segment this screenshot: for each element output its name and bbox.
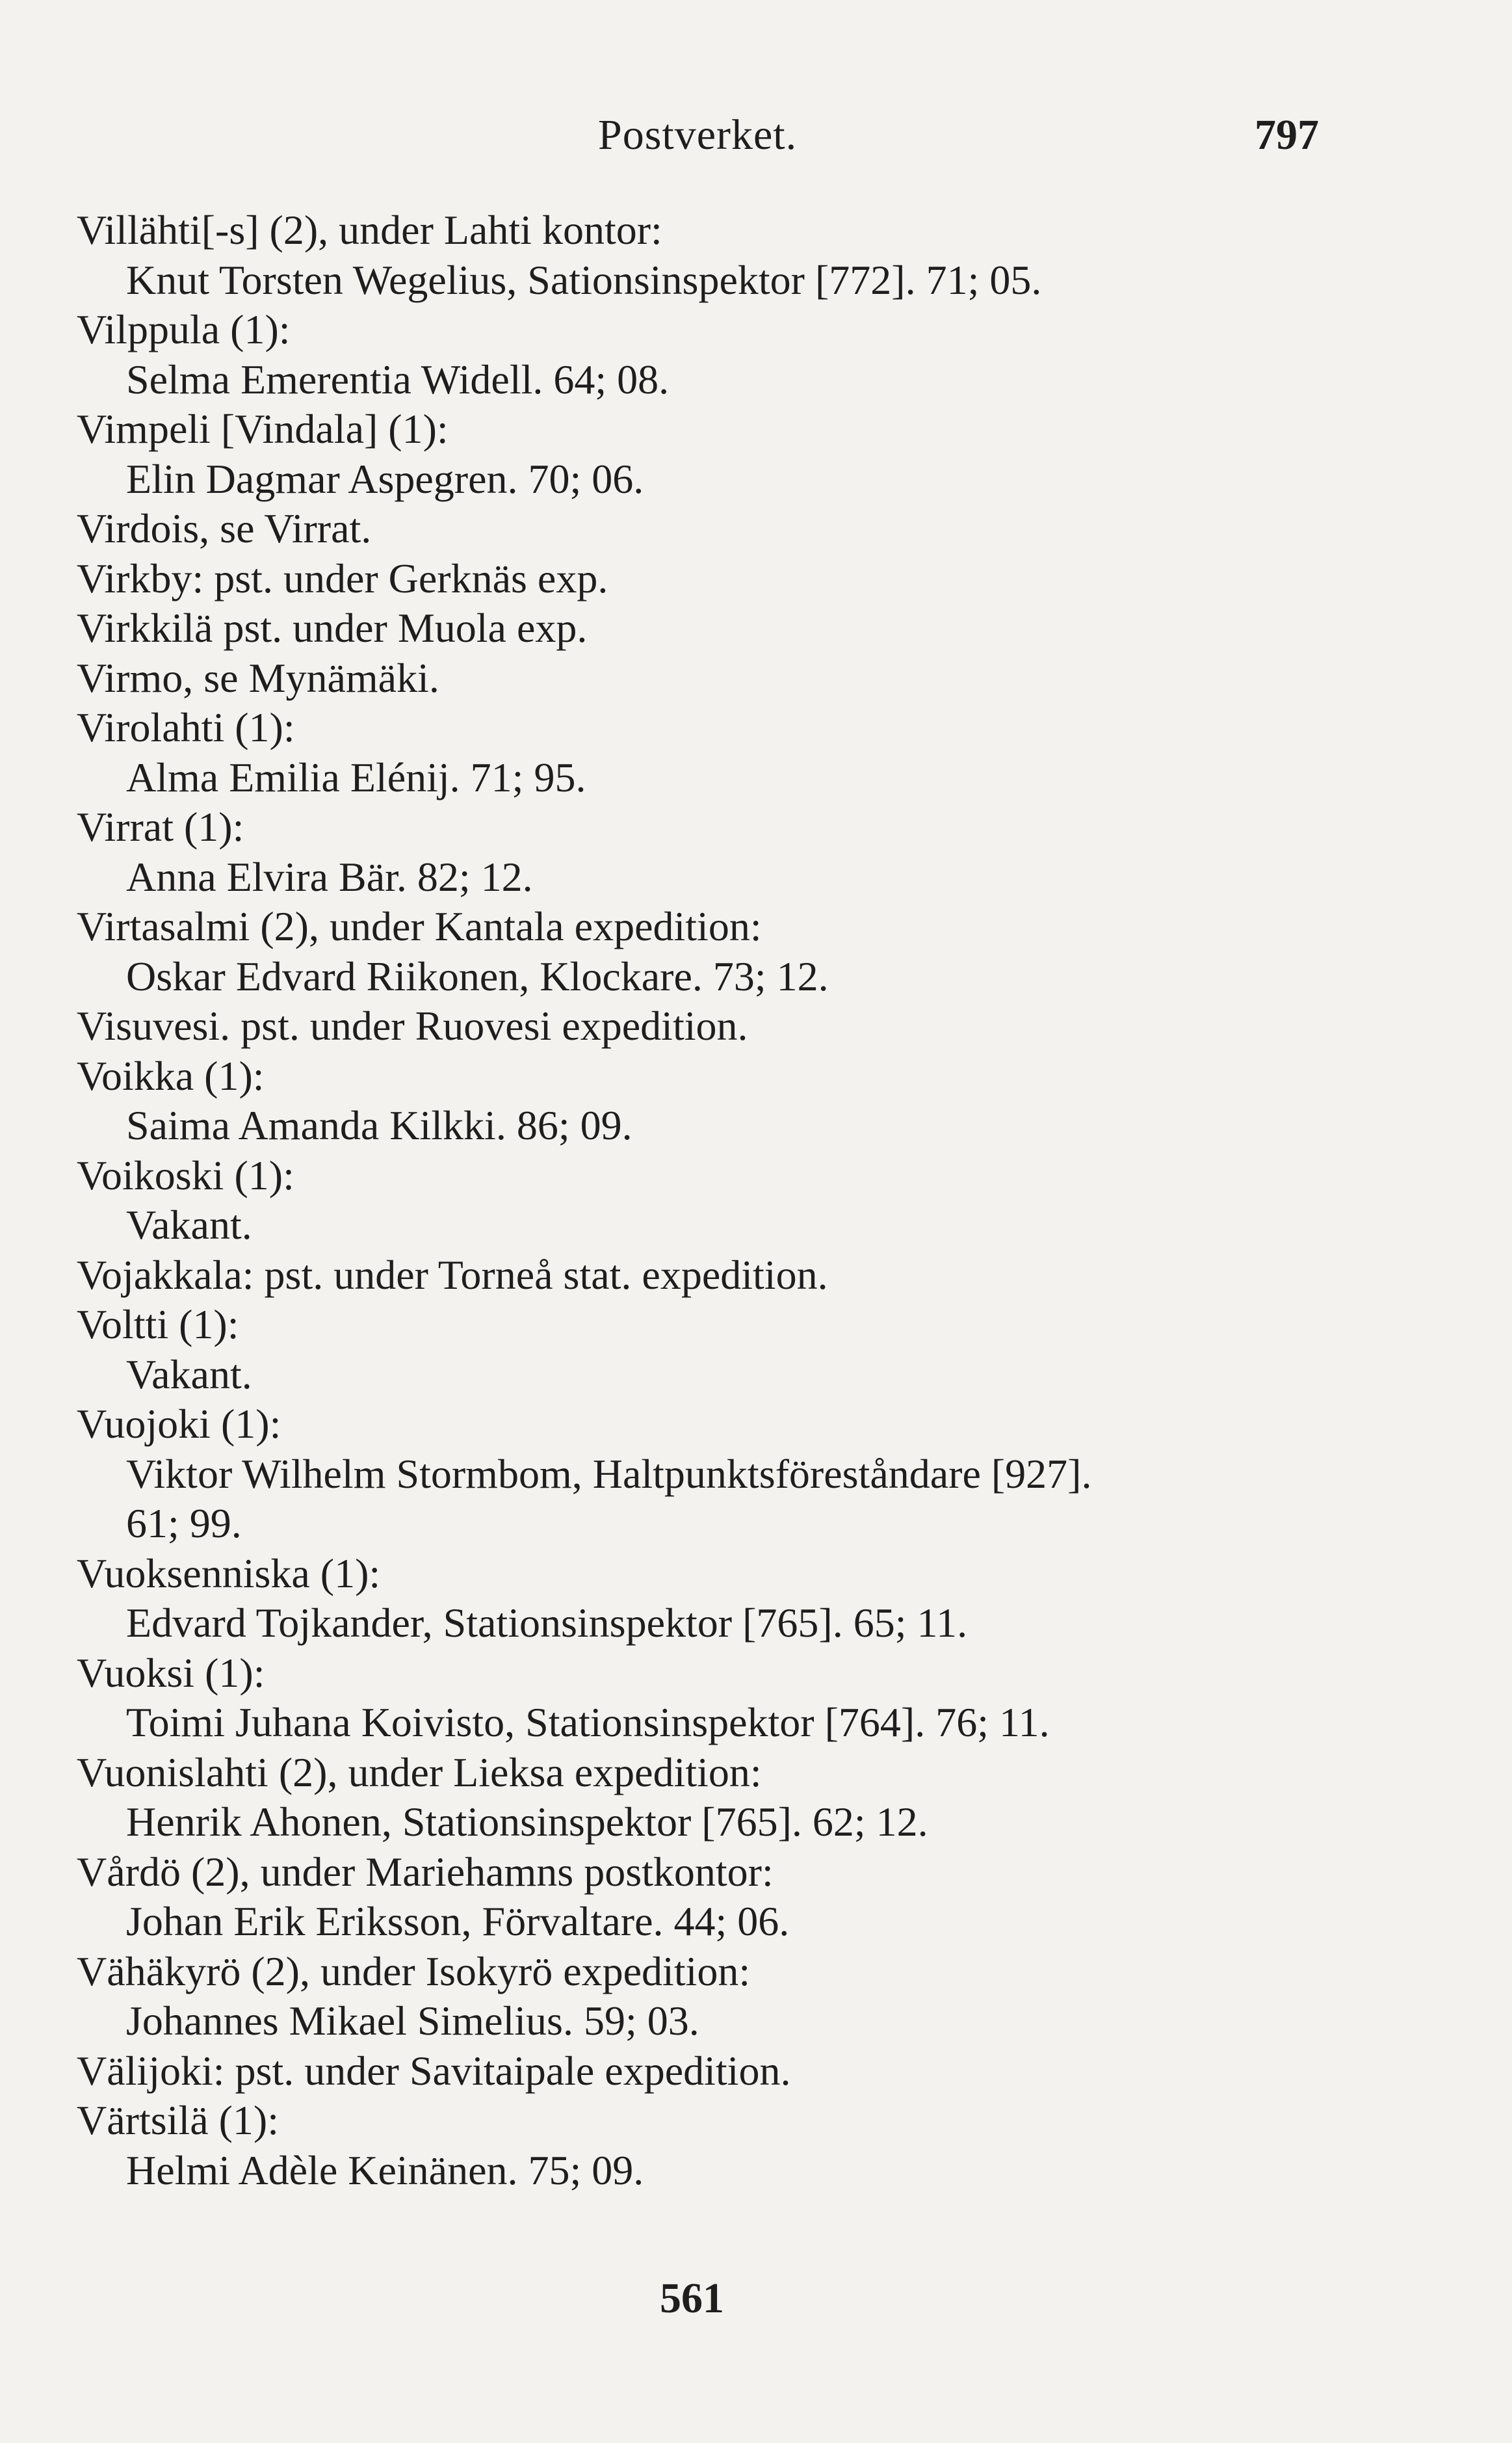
entry-heading: Villähti[-s] (2), under Lahti kontor: (77, 207, 662, 253)
running-header-title: Postverket. (598, 111, 798, 159)
entry-heading: Voikoski (1): (77, 1152, 294, 1198)
entry-detail: Alma Emilia Elénij. 71; 95. (126, 754, 586, 800)
entry-heading: Vojakkala: pst. under Torneå stat. expedition. (77, 1251, 828, 1298)
entry-heading: Välijoki: pst. under Savitaipale expedition. (77, 2047, 791, 2094)
entry-heading: Virdois, se Virrat. (77, 505, 372, 551)
page-number: 797 (1255, 111, 1319, 159)
entry-detail: Vakant. (126, 1202, 252, 1248)
entry-list (77, 205, 1442, 2195)
entry-heading: Virtasalmi (2), under Kantala expedition: (77, 903, 762, 949)
entry-detail: Anna Elvira Bär. 82; 12. (126, 853, 533, 900)
signature-mark: 561 (660, 2275, 724, 2322)
entry-heading: Virkkilä pst. under Muola exp. (77, 605, 588, 651)
entry-heading: Virkby: pst. under Gerknäs exp. (77, 555, 608, 601)
entry-heading: Virmo, se Mynämäki. (77, 654, 439, 701)
entry-heading: Värtsilä (1): (77, 2097, 279, 2143)
entry-heading: Vilppula (1): (77, 306, 291, 352)
entry-heading: Voltti (1): (77, 1301, 239, 1347)
entry-heading: Vuoksenniska (1): (77, 1550, 381, 1596)
entry-heading: Vähäkyrö (2), under Isokyrö expedition: (77, 1948, 751, 1994)
entry-heading: Virrat (1): (77, 804, 244, 850)
entry-heading: Vuoksi (1): (77, 1649, 265, 1696)
entry-heading: Vimpeli [Vindala] (1): (77, 406, 449, 452)
entry-detail: Oskar Edvard Riikonen, Klockare. 73; 12. (126, 953, 829, 999)
entry-heading: Voikka (1): (77, 1052, 265, 1099)
entry-heading: Vuojoki (1): (77, 1401, 281, 1447)
entry-detail: Henrik Ahonen, Stationsinspektor [765]. 62; 12. (126, 1799, 928, 1845)
entry-heading: Virolahti (1): (77, 704, 295, 750)
entry-detail: Helmi Adèle Keinänen. 75; 09. (126, 2146, 644, 2193)
entry-detail: Knut Torsten Wegelius, Sationsinspektor [772]. 71; 05. (126, 256, 1042, 303)
entry-detail: Toimi Juhana Koivisto, Stationsinspektor [764]. 76; 11. (126, 1699, 1050, 1745)
entry-detail: Johannes Mikael Simelius. 59; 03. (126, 1998, 699, 2044)
entry-detail: Vakant. (126, 1351, 252, 1397)
entry-detail: Selma Emerentia Widell. 64; 08. (126, 356, 670, 403)
entry-detail: 61; 99. (126, 1500, 242, 1546)
entry-detail: Edvard Tojkander, Stationsinspektor [765]. 65; 11. (126, 1600, 968, 1646)
entry-detail: Viktor Wilhelm Stormbom, Haltpunktsföreståndare [927]. (126, 1450, 1092, 1497)
entry-heading: Visuvesi. pst. under Ruovesi expedition. (77, 1003, 748, 1049)
entry-heading: Vuonislahti (2), under Lieksa expedition: (77, 1749, 762, 1795)
entry-detail: Elin Dagmar Aspegren. 70; 06. (126, 455, 644, 502)
entry-heading: Vårdö (2), under Mariehamns postkontor: (77, 1848, 774, 1895)
entry-detail: Johan Erik Eriksson, Förvaltare. 44; 06. (126, 1898, 790, 1944)
entry-detail: Saima Amanda Kilkki. 86; 09. (126, 1102, 632, 1148)
